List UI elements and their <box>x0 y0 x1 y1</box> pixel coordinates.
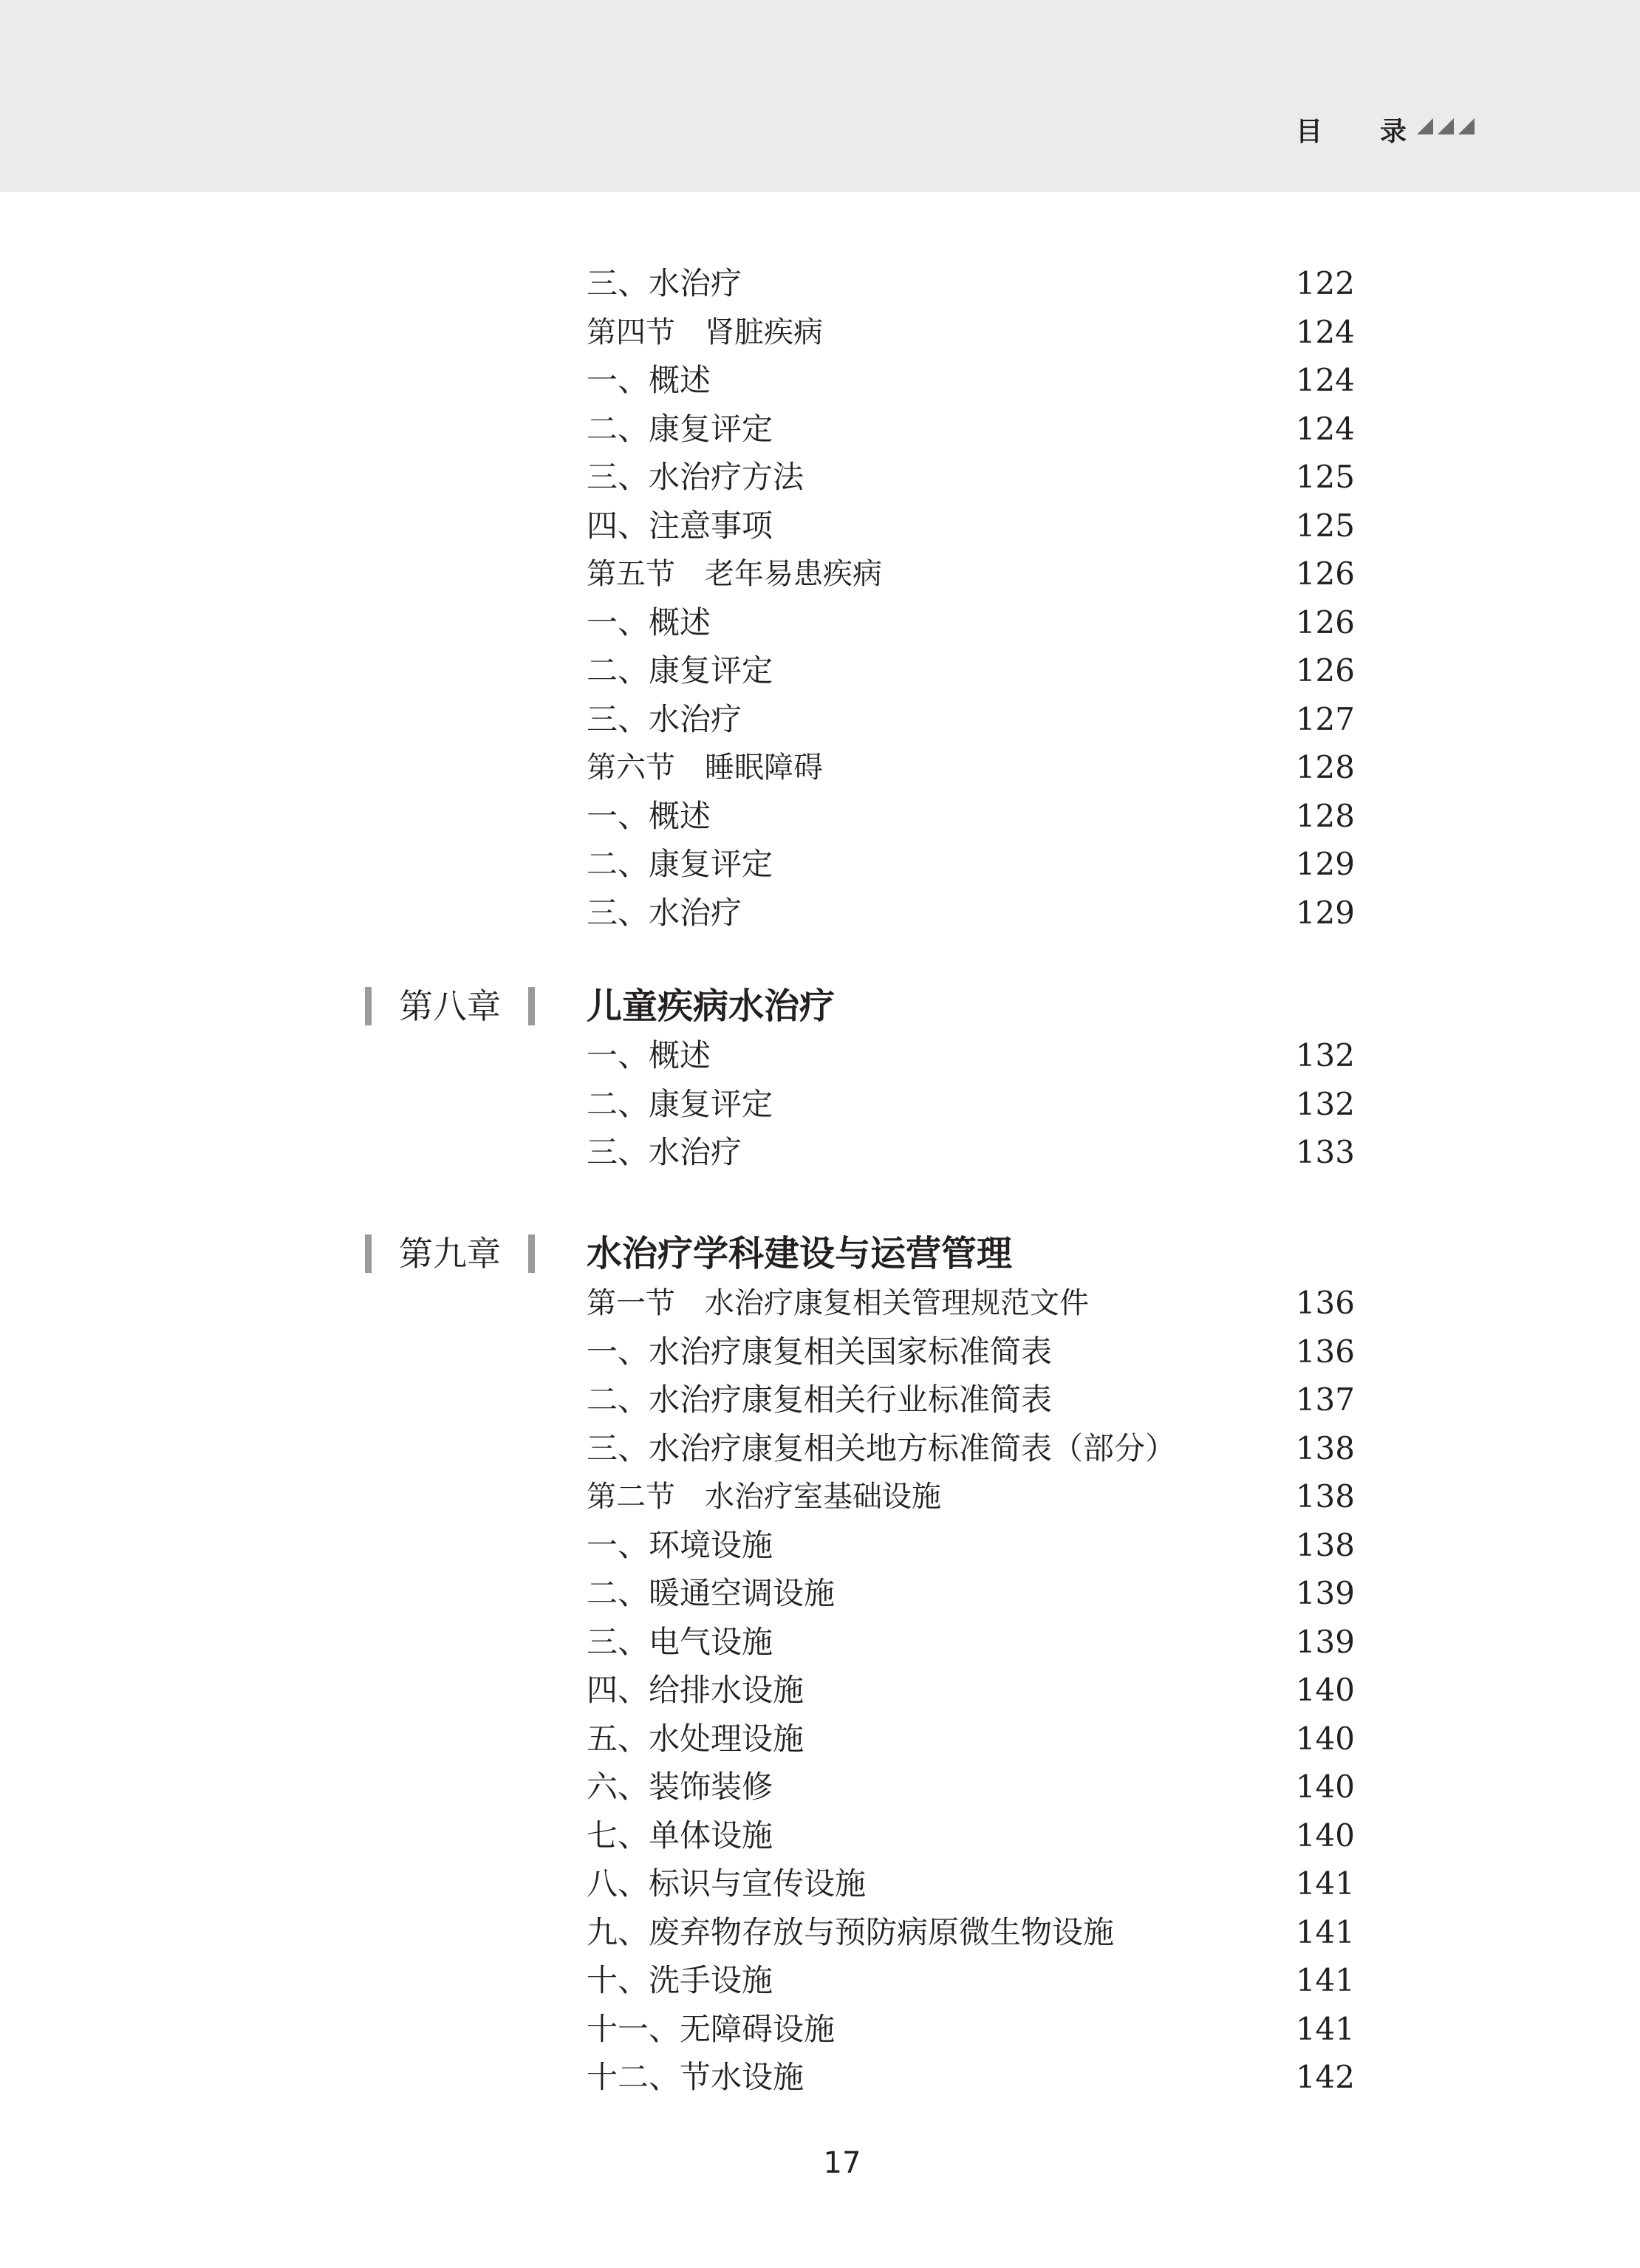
toc-entry-label: 五、水处理设施 <box>587 1720 804 1757</box>
toc-entry[interactable] <box>587 2007 1355 2052</box>
toc-entry-label: 一、水治疗康复相关国家标准简表 <box>587 1333 1053 1370</box>
header-title <box>1296 111 1407 148</box>
toc-entry-label: 十、洗手设施 <box>587 1962 773 1998</box>
toc-entry-page: 133 <box>1295 1134 1355 1170</box>
toc-entry-label: 二、康复评定 <box>587 410 773 447</box>
chapter-number: 第八章 <box>399 986 501 1026</box>
toc-entry-label: 八、标识与宣传设施 <box>587 1865 867 1902</box>
toc-entry-label: 三、水治疗 <box>587 700 742 737</box>
toc-entry[interactable] <box>587 1668 1355 1712</box>
toc-section-entry[interactable] <box>587 1475 1355 1519</box>
toc-entry-label: 三、水治疗方法 <box>587 459 804 495</box>
toc-entry-page: 129 <box>1295 894 1355 931</box>
toc-entry[interactable] <box>587 262 1355 306</box>
toc-entry-page: 138 <box>1295 1526 1355 1563</box>
toc-entry-page: 124 <box>1295 362 1355 398</box>
toc-entry-page: 141 <box>1295 1913 1355 1950</box>
toc-entry[interactable] <box>587 1765 1355 1809</box>
toc-entry[interactable] <box>587 1958 1355 2003</box>
toc-entry-page: 141 <box>1295 1962 1355 1998</box>
toc-entry-label: 九、废弃物存放与预防病原微生物设施 <box>587 1913 1115 1950</box>
toc-entry-page: 136 <box>1295 1285 1355 1321</box>
toc-entry-page: 137 <box>1295 1381 1355 1418</box>
toc-entry-page: 141 <box>1295 2010 1355 2047</box>
toc-entry-label: 四、给排水设施 <box>587 1672 804 1708</box>
toc-entry-page: 124 <box>1295 410 1355 447</box>
toc-entry-label: 二、水治疗康复相关行业标准简表 <box>587 1381 1053 1418</box>
toc-entry[interactable] <box>587 649 1355 693</box>
toc-entry-page: 140 <box>1295 1769 1355 1805</box>
toc-entry-label: 二、暖通空调设施 <box>587 1575 836 1611</box>
toc-entry[interactable] <box>587 1523 1355 1568</box>
toc-entry-label: 七、单体设施 <box>587 1817 773 1854</box>
toc-entry-page: 139 <box>1295 1575 1355 1611</box>
toc-entry-page: 128 <box>1295 749 1355 785</box>
chapter-title: 水治疗学科建设与运营管理 <box>587 1233 1013 1274</box>
toc-entry[interactable] <box>587 1717 1355 1761</box>
toc-entry-page: 140 <box>1295 1720 1355 1757</box>
toc-section-entry[interactable] <box>587 745 1355 790</box>
toc-entry[interactable] <box>587 1082 1355 1127</box>
toc-entry-label: 三、水治疗 <box>587 1134 742 1170</box>
toc-entry[interactable] <box>587 891 1355 935</box>
toc-entry-page: 126 <box>1295 604 1355 641</box>
toc-entry-page: 129 <box>1295 846 1355 882</box>
toc-entry-label: 第四节 肾脏疾病 <box>587 315 823 349</box>
header-title-char: 目 <box>1296 117 1323 147</box>
toc-entry[interactable] <box>587 1427 1355 1471</box>
toc-entry-label: 四、注意事项 <box>587 507 773 544</box>
toc-section-entry[interactable] <box>587 552 1355 596</box>
toc-entry[interactable] <box>587 601 1355 645</box>
toc-entry-page: 141 <box>1295 1865 1355 1902</box>
toc-entry-page: 142 <box>1295 2059 1355 2095</box>
toc-entry-page: 126 <box>1295 652 1355 689</box>
chapter-bar-right <box>528 1234 535 1273</box>
toc-entry-label: 三、水治疗 <box>587 894 742 931</box>
page-number: 17 <box>823 2146 861 2180</box>
toc-entry-page: 138 <box>1295 1430 1355 1466</box>
toc-entry-label: 三、电气设施 <box>587 1623 773 1660</box>
toc-entry-label: 二、康复评定 <box>587 652 773 689</box>
header-title-char: 录 <box>1379 117 1407 147</box>
toc-entry[interactable] <box>587 1034 1355 1078</box>
toc-entry[interactable] <box>587 1378 1355 1422</box>
toc-entry-page: 127 <box>1295 700 1355 737</box>
toc-entry-page: 136 <box>1295 1333 1355 1370</box>
toc-entry-page: 122 <box>1295 265 1355 301</box>
toc-entry[interactable] <box>587 794 1355 838</box>
toc-entry-page: 128 <box>1295 797 1355 834</box>
toc-entry-label: 十二、节水设施 <box>587 2059 804 2095</box>
toc-section-entry[interactable] <box>587 310 1355 355</box>
toc-entry[interactable] <box>587 407 1355 451</box>
toc-section-entry[interactable] <box>587 1281 1355 1325</box>
chapter-bar-right <box>528 987 535 1025</box>
toc-entry[interactable] <box>587 842 1355 887</box>
toc-entry-page: 132 <box>1295 1037 1355 1073</box>
toc-entry-label: 一、概述 <box>587 362 711 398</box>
toc-entry[interactable] <box>587 1910 1355 1955</box>
toc-entry[interactable] <box>587 1130 1355 1175</box>
chapter-label <box>365 980 535 1032</box>
toc-entry-label: 六、装饰装修 <box>587 1769 773 1805</box>
toc-entry[interactable] <box>587 1814 1355 1858</box>
toc-entry-label: 二、康复评定 <box>587 1085 773 1122</box>
toc-entry-page: 140 <box>1295 1672 1355 1708</box>
toc-entry-page: 125 <box>1295 507 1355 544</box>
chapter-bar-left <box>365 1234 372 1273</box>
toc-entry-label: 一、概述 <box>587 1037 711 1073</box>
toc-entry-label: 第六节 睡眠障碍 <box>587 751 823 785</box>
toc-entry[interactable] <box>587 1862 1355 1906</box>
chapter-title: 儿童疾病水治疗 <box>587 986 836 1027</box>
toc-entry-label: 一、概述 <box>587 604 711 641</box>
toc-entry-page: 132 <box>1295 1085 1355 1122</box>
triangle-ornament-icon <box>1417 118 1475 134</box>
toc-entry-page: 140 <box>1295 1817 1355 1854</box>
toc-entry-page: 138 <box>1295 1478 1355 1514</box>
toc-entry-page: 139 <box>1295 1623 1355 1660</box>
toc-entry[interactable] <box>587 1571 1355 1616</box>
toc-entry-label: 一、概述 <box>587 797 711 834</box>
chapter-label <box>365 1228 535 1280</box>
toc-entry-label: 三、水治疗康复相关地方标准简表（部分） <box>587 1430 1177 1466</box>
toc-entry-label: 一、环境设施 <box>587 1526 773 1563</box>
toc-entry-label: 十一、无障碍设施 <box>587 2010 836 2047</box>
toc-entry[interactable] <box>587 697 1355 742</box>
toc-entry-label: 三、水治疗 <box>587 265 742 301</box>
toc-entry[interactable] <box>587 1330 1355 1374</box>
toc-entry-label: 二、康复评定 <box>587 846 773 882</box>
chapter-number: 第九章 <box>399 1234 501 1274</box>
toc-entry[interactable] <box>587 358 1355 403</box>
chapter-bar-left <box>365 987 372 1025</box>
toc-entry-label: 第一节 水治疗康复相关管理规范文件 <box>587 1286 1089 1320</box>
toc-entry[interactable] <box>587 1620 1355 1664</box>
toc-entry-page: 124 <box>1295 313 1355 350</box>
toc-entry[interactable] <box>587 504 1355 548</box>
toc-entry-page: 126 <box>1295 556 1355 592</box>
toc-entry-label: 第二节 水治疗室基础设施 <box>587 1480 941 1514</box>
toc-entry-page: 125 <box>1295 459 1355 495</box>
toc-entry[interactable] <box>587 455 1355 499</box>
toc-entry[interactable] <box>587 2055 1355 2100</box>
page-header <box>0 0 1640 192</box>
toc-entry-label: 第五节 老年易患疾病 <box>587 557 882 591</box>
